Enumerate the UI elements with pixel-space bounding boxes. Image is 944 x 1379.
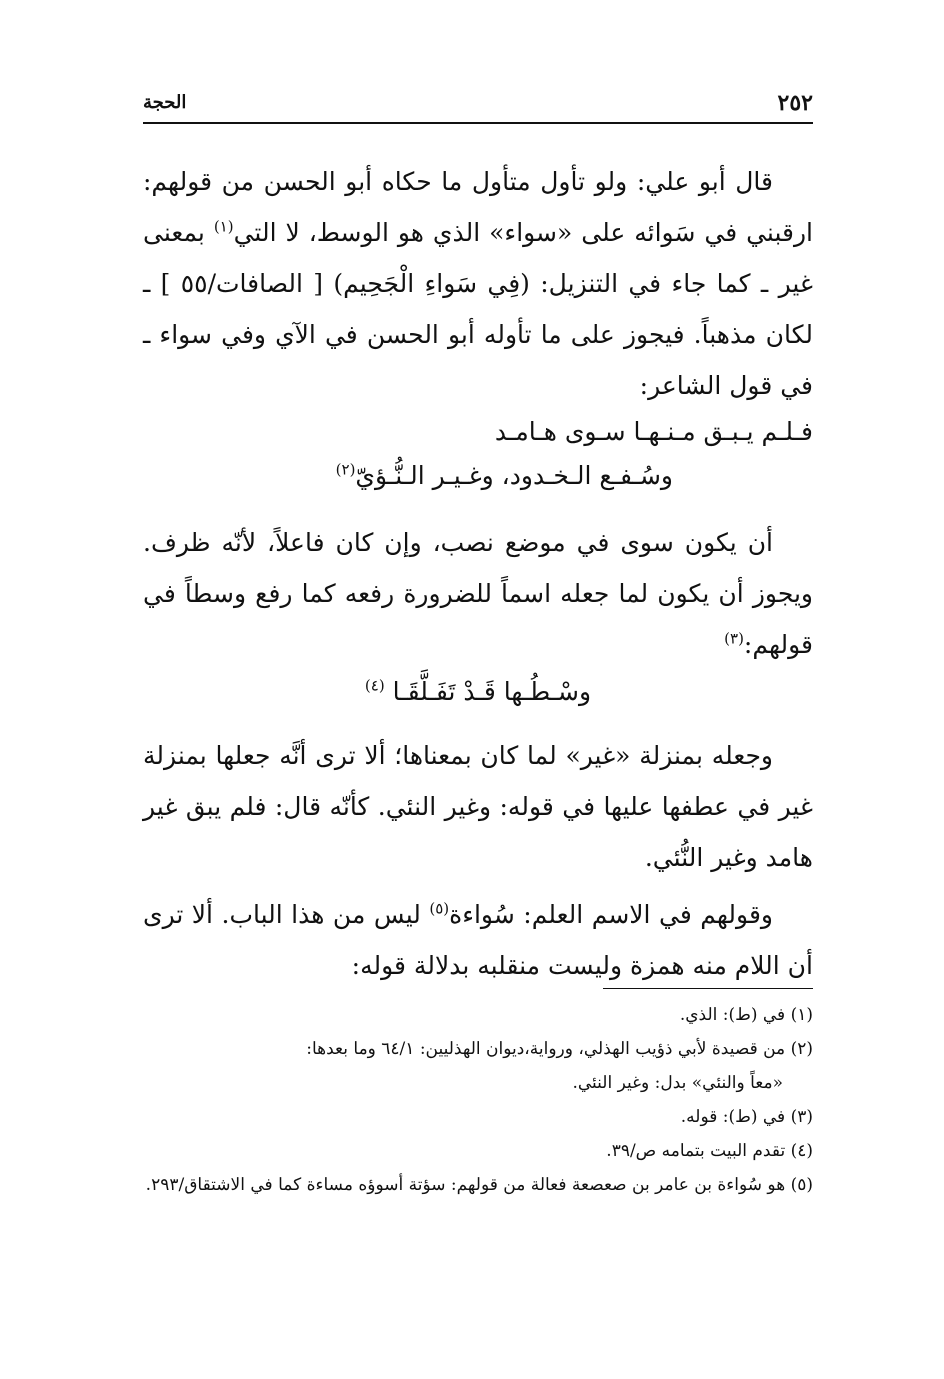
- footnote-separator: [603, 988, 813, 989]
- paragraph-text: بمعنى غير ـ كما جاء في التنزيل: (فِي سَواءِ الْجَحِيم) [ الصافات/٥٥ ] ـ لكان مذهباً. فيجوز على ما تأوله أبو الحسن في الآي وفي سواء ـ في قول الشاعر:: [143, 218, 813, 400]
- footnotes: [143, 998, 813, 1202]
- footnote-marker: (٤): [364, 676, 385, 695]
- verse-text: وسْـطُـها قَـدْ تَفَـلَّقَـا: [392, 677, 592, 706]
- paragraph-text: ليس من هذا الباب. ألا ترى أن اللام منه همزة وليست منقلبه بدلالة قوله:: [143, 900, 813, 980]
- paragraph-text: أن يكون سوى في موضع نصب، وإن كان فاعلاً، لأنّه ظرف. ويجوز أن يكون لما جعله اسماً للضرورة رفعه كما رفع وسطاً في قولهم:: [143, 528, 813, 659]
- page-number: ٢٥٢: [777, 90, 813, 116]
- footnote: (٥) هو سُواءة بن عامر بن صعصعة فعالة من قولهم: سؤتة أسوؤه مساءة كما في الاشتقاق/٢٩٣.: [145, 1175, 813, 1195]
- paragraph: [143, 517, 813, 670]
- verse-hemistich-1: فـلـم يـبـق مـنـهـا سـوى هـامـد: [494, 417, 813, 446]
- footnote: (١) في (ط): الذي.: [679, 1005, 813, 1025]
- paragraph: وجعله بمنزلة «غير» لما كان بمعناها؛ ألا ترى أنَّه جعلها بمنزلة غير في عطفها عليها في قوله: وغير النئي. كأنّه قال: فلم يبق غير هامد وغير النُّئي.: [143, 741, 813, 872]
- footnote: (٤) تقدم البيت بتمامه ص/٣٩.: [606, 1141, 813, 1161]
- footnote-marker: (١): [213, 217, 234, 236]
- footnote-marker: (٣): [724, 629, 744, 648]
- poem-verse: [143, 410, 813, 498]
- paragraph: [143, 889, 813, 991]
- main-text-section-2: [143, 517, 813, 670]
- main-text-section-3: [143, 730, 813, 991]
- paragraph-text: قال أبو علي: ولو تأول متأول ما حكاه أبو الحسن من قولهم: ارقبني في سَوائه على «سواء» الذي هو الوسط، لا التي: [143, 167, 813, 247]
- footnote-marker: (٥): [429, 899, 450, 918]
- verse-hemistich-2: [143, 454, 673, 498]
- verse-text: وسُـفـع الـخـدود، وغـيـر الـنُّـؤيّ: [355, 461, 673, 490]
- paragraph: [143, 156, 813, 411]
- footnote: (٣) في (ط): قوله.: [680, 1107, 813, 1127]
- page-header: [143, 88, 813, 124]
- main-text-section-1: [143, 156, 813, 411]
- poem-half-verse: [143, 670, 813, 714]
- footnote-marker: (٢): [335, 460, 356, 479]
- running-title: الحجة: [143, 92, 187, 113]
- paragraph-text: وقولهم في الاسم العلم: سُواءة: [449, 900, 773, 929]
- footnote-continuation: «معاً والنئي» بدل: وغير النئي.: [572, 1073, 783, 1093]
- footnote: (٢) من قصيدة لأبي ذؤيب الهذلي، ورواية،ديوان الهذليين: ٦٤/١ وما بعدها:: [306, 1039, 813, 1059]
